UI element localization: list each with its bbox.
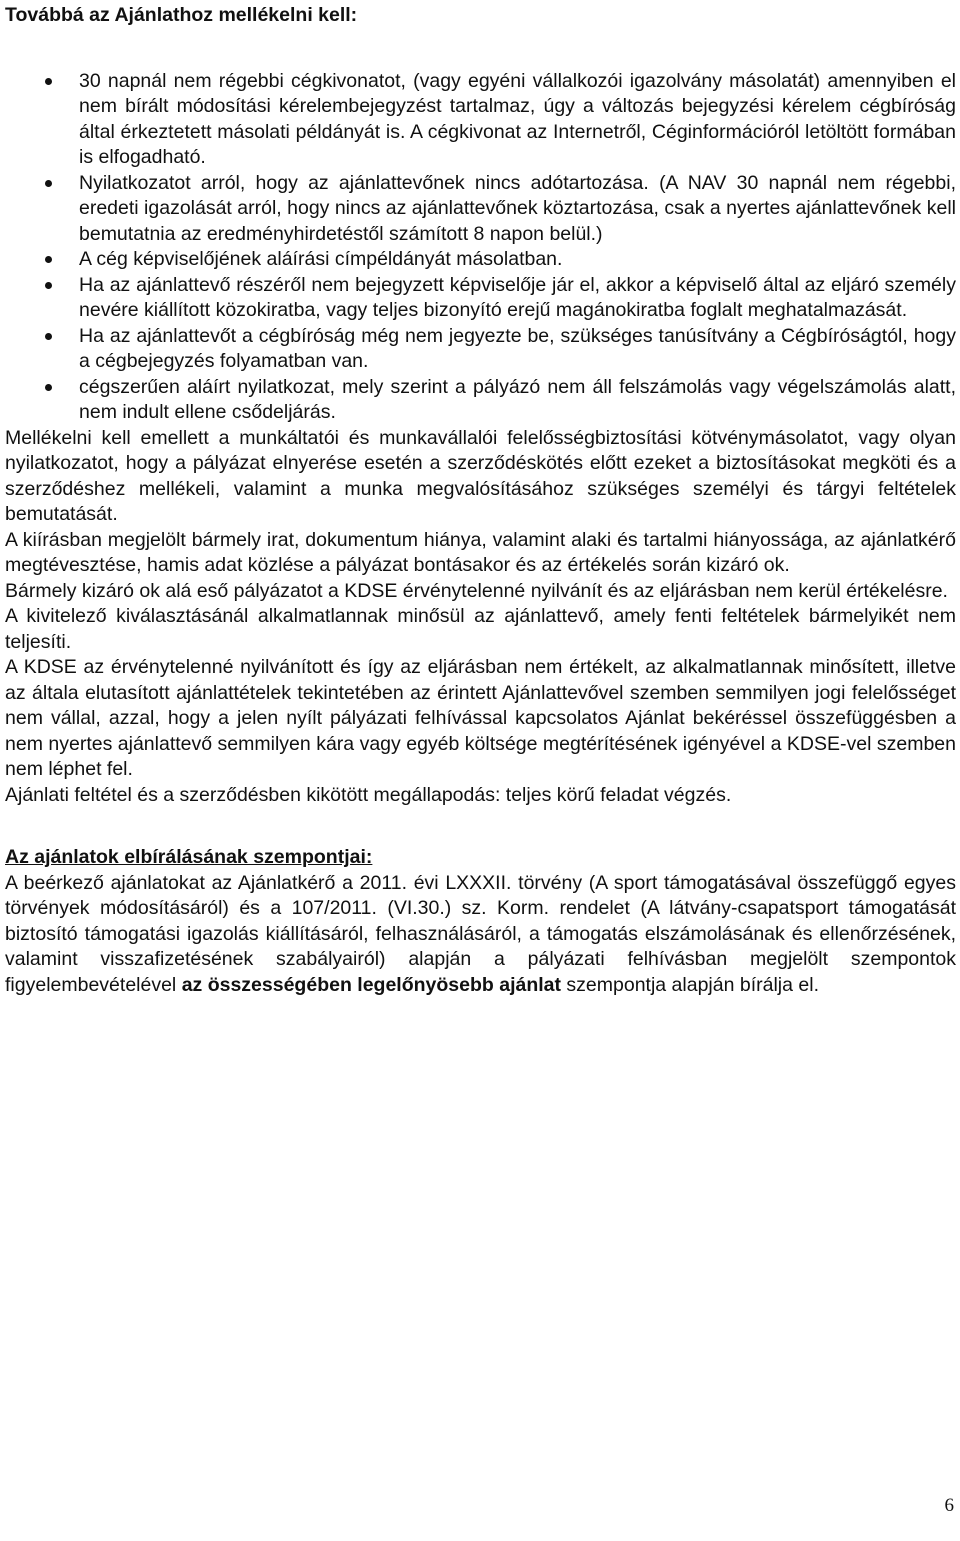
paragraph-insurance: Mellékelni kell emellett a munkáltatói és munkavállalói felelősségbiztosítási kötvénymásolatot, vagy olyan nyilatkozatot, hogy a pályázat elnyerése esetén a szerződéskötés előtt ezeket a biztosításokat megköti és a szerződéshez mellékeli, valamint a munka megvalósításához szükséges személyi és tárgyi feltételek bemutatását.	[5, 426, 956, 525]
bullet-icon	[45, 333, 52, 340]
list-item: 30 napnál nem régebbi cégkivonatot, (vagy egyéni vállalkozói igazolvány másolatát) amennyiben el nem bírált módosítási kérelembejegyzést tartalmaz, úgy a változás bejegyzési kérelem cégbíróság által érkeztetett másolati példányát is. A cégkivonat az Internetről, Céginformációról letöltött formában is elfogadható.	[5, 69, 956, 171]
list-item: Nyilatkozatot arról, hogy az ajánlattevőnek nincs adótartozása. (A NAV 30 napnál nem régebbi, eredeti igazolását arról, hogy nincs az ajánlattevőnek köztartozása, csak a nyertes ajánlattevőnek kell bemutatnia az eredményhirdetéstől számított 8 napon belül.)	[5, 171, 956, 248]
paragraph-contractor-selection: A kivitelező kiválasztásánál alkalmatlannak minősül az ajánlattevő, amely fenti feltételek bármelyikét nem teljesíti.	[5, 605, 956, 653]
list-item: A cég képviselőjének aláírási címpéldányát másolatban.	[5, 247, 956, 273]
bullet-icon	[45, 180, 52, 187]
section-heading: Továbbá az Ajánlathoz mellékelni kell:	[5, 4, 358, 26]
list-item: Ha az ajánlattevő részéről nem bejegyzett képviselője jár el, akkor a képviselő által az eljáró személy nevére kiállított közokiratba, vagy teljes bizonyító erejű magánokiratba foglalt meghatalmazását.	[5, 273, 956, 324]
bullet-icon	[45, 78, 52, 85]
bullet-icon	[45, 384, 52, 391]
paragraph-evaluation: A beérkező ajánlatokat az Ajánlatkérő a 2011. évi LXXXII. törvény (A sport támogatásával összefüggő egyes törvények módosításáról) és a 107/2011. (VI.30.) sz. Korm. rendelet (A látvány-csapatsport támogatását biztosító támogatási igazolás kiállításáról, felhasználásáról, a támogatás elszámolásának és ellenőrzésének, valamint visszafizetésének szabályairól) alapján a pályázati felhívásban megjelölt szempontok figyelembevételével az összességében legelőnyösebb ajánlat szempontja alapján bírálja el.	[5, 871, 956, 996]
paragraph-missing-documents: A kiírásban megjelölt bármely irat, dokumentum hiánya, valamint alaki és tartalmi hiányossága, az ajánlatkérő megtévesztése, hamis adat közlése a pályázat bontásakor és az értékelés során kizáró ok.	[5, 528, 956, 576]
paragraph-conditions: Ajánlati feltétel és a szerződésben kikötött megállapodás: teljes körű feladat végzés.	[5, 783, 732, 806]
requirements-list	[5, 69, 956, 426]
paragraph-exclusion: Bármely kizáró ok alá eső pályázatot a KDSE érvénytelenné nyilvánít és az eljárásban nem kerül értékelésre.	[5, 579, 948, 602]
paragraph-liability: A KDSE az érvénytelenné nyilvánított és így az eljárásban nem értékelt, az alkalmatlannak minősített, illetve az általa elutasított ajánlattételek tekintetében az érintett Ajánlattevővel szemben semmilyen jogi felelősséget nem vállal, azzal, hogy a jelen nyílt pályázati felhívással kapcsolatos Ajánlat bekéréssel összefüggésben a nem nyertes ajánlattevő semmilyen kára vagy egyéb költsége megtérítésének igényével a KDSE-vel szemben nem léphet fel.	[5, 656, 956, 780]
list-item: cégszerűen aláírt nyilatkozat, mely szerint a pályázó nem áll felszámolás vagy végelszámolás alatt, nem indult ellene csődeljárás.	[5, 375, 956, 426]
evaluation-heading: Az ajánlatok elbírálásának szempontjai:	[5, 846, 373, 868]
bullet-icon	[45, 282, 52, 289]
document-page	[5, 0, 956, 998]
bullet-icon	[45, 256, 52, 263]
page-number: 6	[944, 1495, 954, 1516]
list-item: Ha az ajánlattevőt a cégbíróság még nem jegyezte be, szükséges tanúsítvány a Cégbíróságtól, hogy a cégbejegyzés folyamatban van.	[5, 324, 956, 375]
bold-phrase: az összességében legelőnyösebb ajánlat	[181, 973, 561, 996]
